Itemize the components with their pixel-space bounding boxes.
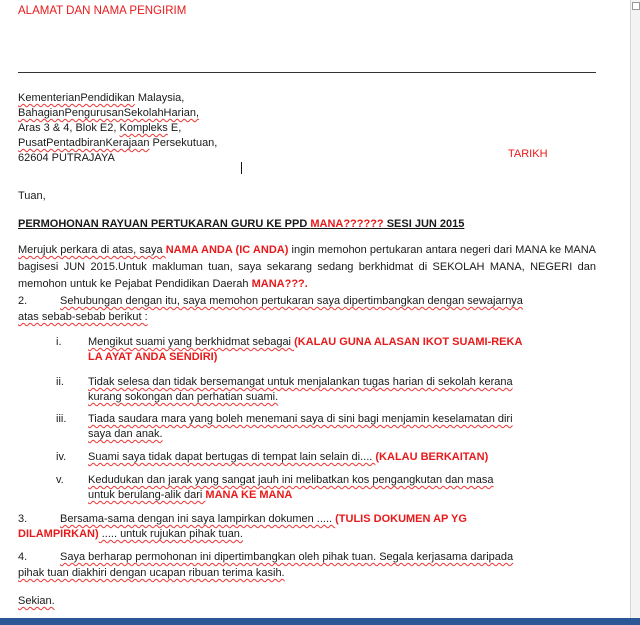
list-item-line: Suami saya tidak dapat bertugas di tempat lain selain di.... (KALAU BERKAITAN): [88, 451, 489, 463]
separator-line: [18, 72, 596, 73]
scroll-box-icon: [632, 2, 640, 10]
vertical-scrollbar[interactable]: [630, 0, 640, 618]
text-cursor: [241, 162, 242, 174]
list-item-line: untuk berulang-alik dari MANA KE MANA: [88, 489, 293, 501]
paragraph-line: DILAMPIRKAN) ..... untuk rujukan pihak tuan.: [18, 528, 243, 540]
address-line-4: PusatPentadbiranKerajaan Persekutuan,: [18, 137, 218, 149]
list-item-line: Kedudukan dan jarak yang sangat jauh ini melibatkan kos pengangkutan dan masa: [88, 474, 494, 486]
list-item-line: Tiada saudara mara yang boleh menemani saya di sini bagi menjamin keselamatan diri: [88, 413, 513, 425]
address-line-1: KementerianPendidikan Malaysia,: [18, 92, 185, 104]
date-placeholder: TARIKH: [508, 148, 548, 160]
paragraph-line: Bersama-sama dengan ini saya lampirkan dokumen ..... (TULIS DOKUMEN AP YG: [60, 513, 467, 525]
list-item-number: iii.: [56, 413, 67, 425]
list-item-line: Tidak selesa dan tidak bersemangat untuk menjalankan tugas harian di sekolah kerana: [88, 376, 513, 388]
closing: Sekian.: [18, 595, 55, 607]
list-item-line: LA AYAT ANDA SENDIRI): [88, 351, 218, 363]
salutation: Tuan,: [18, 190, 46, 202]
address-line-3: Aras 3 & 4, Blok E2, Kompleks E,: [18, 122, 182, 134]
paragraph-line: Saya berharap permohonan ini dipertimbangkan oleh pihak tuan. Segala kerjasama daripada: [60, 551, 514, 563]
letter-subject: PERMOHONAN RAYUAN PERTUKARAN GURU KE PPD MANA?????? SESI JUN 2015: [18, 218, 465, 230]
paragraph-number: 3.: [18, 513, 28, 525]
paragraph-line: pihak tuan diakhiri dengan ucapan ribuan terima kasih.: [18, 567, 285, 579]
address-line-5: 62604 PUTRAJAYA: [18, 152, 115, 164]
list-item-line: Mengikut suami yang berkhidmat sebagai (KALAU GUNA ALASAN IKOT SUAMI-REKA: [88, 336, 523, 348]
list-item-number: i.: [56, 336, 62, 348]
list-item-number: iv.: [56, 451, 67, 463]
address-line-2: BahagianPengurusanSekolahHarian,: [18, 107, 200, 119]
list-item-line: saya dan anak.: [88, 428, 163, 440]
paragraph-line: Sehubungan dengan itu, saya memohon pertukaran saya dipertimbangkan dengan sewajarnya: [60, 295, 523, 307]
intro-paragraph: Merujuk perkara di atas, saya NAMA ANDA (IC ANDA) ingin memohon pertukaran antara negeri dari MANA ke MANA bagisesi JUN 2015.Untuk makluman tuan, saya sekarang sedang berkhidmat di SEKOLAH MANA, NEGERI dan memohon untuk ke Pejabat Pendidikan Daerah MANA???.: [18, 244, 596, 290]
list-item-number: ii.: [56, 376, 64, 388]
list-item-number: v.: [56, 474, 64, 486]
status-bar: [0, 618, 640, 625]
sender-placeholder: ALAMAT DAN NAMA PENGIRIM: [18, 5, 187, 17]
paragraph-line: atas sebab-sebab berikut :: [18, 311, 148, 323]
paragraph-number: 4.: [18, 551, 28, 563]
list-item-line: kurang sokongan dan perhatian suami.: [88, 391, 279, 403]
paragraph-number: 2.: [18, 295, 28, 307]
